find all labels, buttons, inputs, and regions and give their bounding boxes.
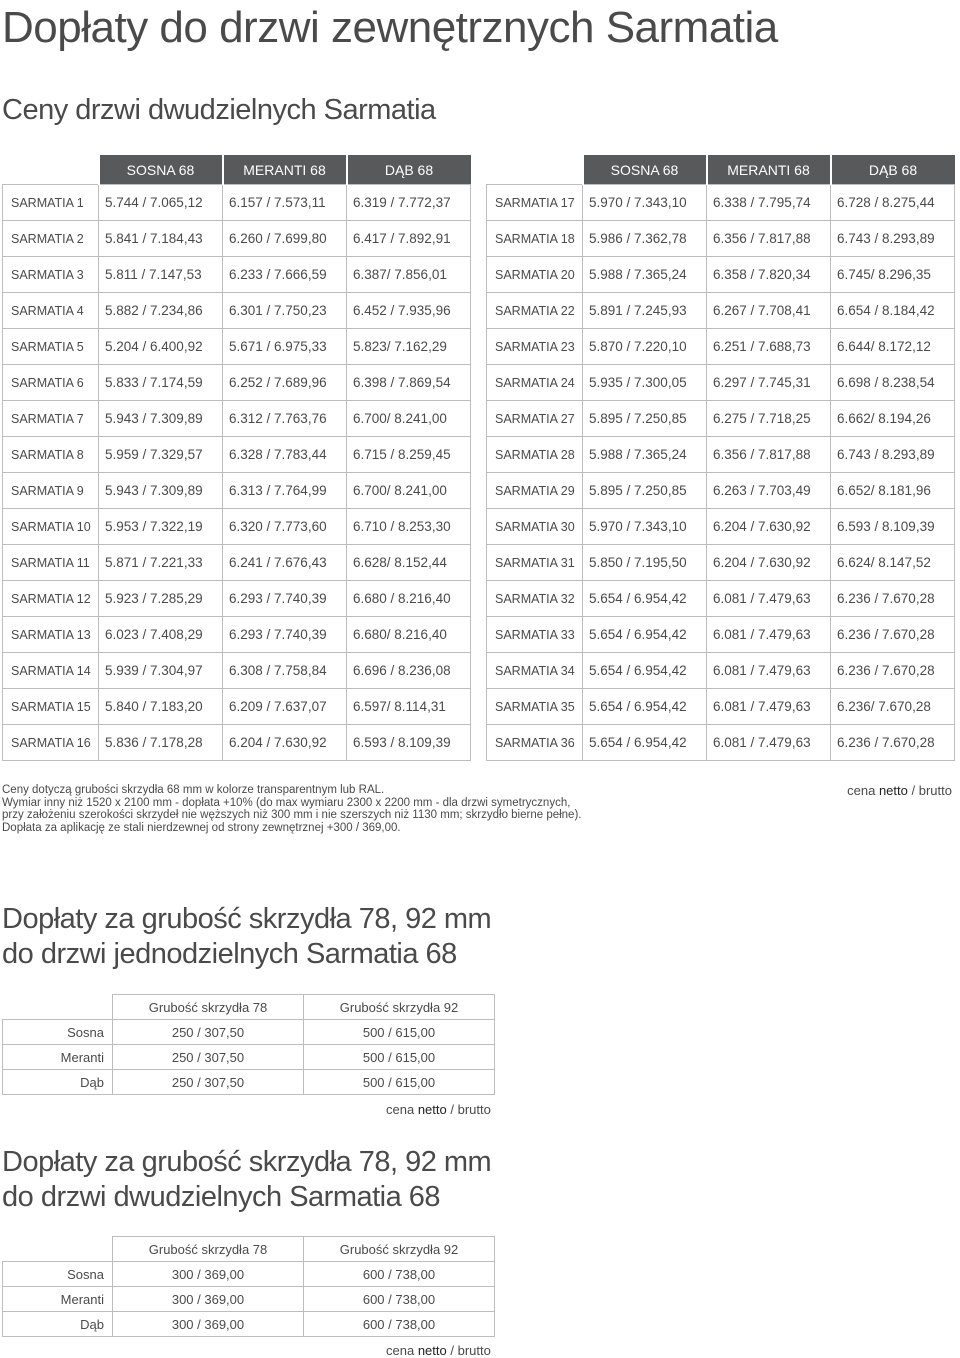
price-meranti: 6.081 / 7.479,63 <box>707 581 831 617</box>
price-meranti: 6.260 / 7.699,80 <box>223 221 347 257</box>
price-78: 300 / 369,00 <box>113 1262 304 1287</box>
model-name: SARMATIA 22 <box>487 293 583 329</box>
price-meranti: 6.081 / 7.479,63 <box>707 689 831 725</box>
model-name: SARMATIA 36 <box>487 725 583 761</box>
price-sosna: 5.988 / 7.365,24 <box>583 437 707 473</box>
table-row <box>487 257 955 293</box>
price-sosna: 5.744 / 7.065,12 <box>99 185 223 221</box>
price-meranti: 6.204 / 7.630,92 <box>223 725 347 761</box>
model-name: SARMATIA 28 <box>487 437 583 473</box>
table-row <box>3 1070 495 1095</box>
price-dab: 6.236 / 7.670,28 <box>831 653 955 689</box>
price-dab: 6.696 / 8.236,08 <box>347 653 471 689</box>
price-dab: 6.593 / 8.109,39 <box>831 509 955 545</box>
col-header-92: Grubość skrzydła 92 <box>304 995 495 1020</box>
note-line: przy założeniu szerokości skrzydeł nie węższych niż 300 mm i nie szerszych niż 1130 mm; skrzydło bierne pełne). <box>2 809 582 821</box>
price-dab: 6.236 / 7.670,28 <box>831 725 955 761</box>
table-row <box>3 1020 495 1045</box>
price-dab: 6.745/ 8.296,35 <box>831 257 955 293</box>
price-sosna: 6.023 / 7.408,29 <box>99 617 223 653</box>
table-row <box>3 329 471 365</box>
model-name: SARMATIA 13 <box>3 617 99 653</box>
price-meranti: 6.275 / 7.718,25 <box>707 401 831 437</box>
price-92: 600 / 738,00 <box>304 1312 495 1337</box>
model-name: SARMATIA 12 <box>3 581 99 617</box>
model-name: SARMATIA 10 <box>3 509 99 545</box>
price-dab: 6.654 / 8.184,42 <box>831 293 955 329</box>
price-meranti: 6.328 / 7.783,44 <box>223 437 347 473</box>
table-row <box>3 509 471 545</box>
price-legend <box>386 1102 491 1117</box>
legend-brutto: brutto <box>457 1102 491 1117</box>
price-dab: 6.715 / 8.259,45 <box>347 437 471 473</box>
table-row <box>487 221 955 257</box>
table-row <box>3 293 471 329</box>
price-dab: 6.593 / 8.109,39 <box>347 725 471 761</box>
addon-table-jednodzielne <box>2 994 495 1095</box>
price-table-right <box>486 155 955 761</box>
addon-table-dwudzielne <box>2 1236 495 1337</box>
col-header-sosna: SOSNA 68 <box>583 155 707 185</box>
price-sosna: 5.959 / 7.329,57 <box>99 437 223 473</box>
price-sosna: 5.923 / 7.285,29 <box>99 581 223 617</box>
price-dab: 6.728 / 8.275,44 <box>831 185 955 221</box>
price-meranti: 6.312 / 7.763,76 <box>223 401 347 437</box>
price-sosna: 5.935 / 7.300,05 <box>583 365 707 401</box>
table-row <box>3 365 471 401</box>
price-meranti: 6.356 / 7.817,88 <box>707 437 831 473</box>
table-row <box>487 437 955 473</box>
price-meranti: 6.204 / 7.630,92 <box>707 545 831 581</box>
price-78: 300 / 369,00 <box>113 1312 304 1337</box>
price-sosna: 5.841 / 7.184,43 <box>99 221 223 257</box>
price-meranti: 6.293 / 7.740,39 <box>223 617 347 653</box>
model-name: SARMATIA 24 <box>487 365 583 401</box>
price-legend <box>847 783 952 798</box>
price-notes <box>2 784 762 834</box>
price-dab: 6.680/ 8.216,40 <box>347 617 471 653</box>
price-dab: 6.398 / 7.869,54 <box>347 365 471 401</box>
table-row <box>3 185 471 221</box>
legend-brutto: brutto <box>918 783 952 798</box>
header-corner <box>487 155 583 185</box>
price-sosna: 5.654 / 6.954,42 <box>583 653 707 689</box>
price-78: 250 / 307,50 <box>113 1020 304 1045</box>
section-title-dwudzielne-68 <box>2 1145 491 1215</box>
price-meranti: 6.301 / 7.750,23 <box>223 293 347 329</box>
price-dab: 6.700/ 8.241,00 <box>347 473 471 509</box>
table-row <box>3 581 471 617</box>
price-92: 600 / 738,00 <box>304 1262 495 1287</box>
table-row <box>3 689 471 725</box>
price-78: 250 / 307,50 <box>113 1045 304 1070</box>
price-meranti: 6.267 / 7.708,41 <box>707 293 831 329</box>
legend-cena: cena <box>386 1343 415 1358</box>
price-sosna: 5.882 / 7.234,86 <box>99 293 223 329</box>
col-header-dab: DĄB 68 <box>831 155 955 185</box>
table-row <box>3 1287 495 1312</box>
price-dab: 6.236 / 7.670,28 <box>831 617 955 653</box>
section-title-line: do drzwi dwudzielnych Sarmatia 68 <box>2 1181 441 1213</box>
legend-netto: netto <box>417 1102 447 1117</box>
price-92: 500 / 615,00 <box>304 1020 495 1045</box>
col-header-92: Grubość skrzydła 92 <box>304 1237 495 1262</box>
legend-separator: / <box>911 783 916 798</box>
price-sosna: 5.654 / 6.954,42 <box>583 725 707 761</box>
price-dab: 6.743 / 8.293,89 <box>831 437 955 473</box>
price-sosna: 5.654 / 6.954,42 <box>583 689 707 725</box>
price-meranti: 6.251 / 7.688,73 <box>707 329 831 365</box>
price-sosna: 5.939 / 7.304,97 <box>99 653 223 689</box>
table-row <box>487 545 955 581</box>
legend-brutto: brutto <box>457 1343 491 1358</box>
model-name: SARMATIA 30 <box>487 509 583 545</box>
model-name: SARMATIA 9 <box>3 473 99 509</box>
model-name: SARMATIA 31 <box>487 545 583 581</box>
model-name: SARMATIA 4 <box>3 293 99 329</box>
table-row <box>3 617 471 653</box>
price-meranti: 6.308 / 7.758,84 <box>223 653 347 689</box>
col-header-78: Grubość skrzydła 78 <box>113 1237 304 1262</box>
wood-type: Sosna <box>3 1262 113 1287</box>
table-row <box>487 365 955 401</box>
legend-netto: netto <box>417 1343 447 1358</box>
price-dab: 6.319 / 7.772,37 <box>347 185 471 221</box>
price-dab: 6.710 / 8.253,30 <box>347 509 471 545</box>
table-row <box>3 1045 495 1070</box>
model-name: SARMATIA 34 <box>487 653 583 689</box>
wood-type: Meranti <box>3 1045 113 1070</box>
price-meranti: 6.297 / 7.745,31 <box>707 365 831 401</box>
price-meranti: 6.313 / 7.764,99 <box>223 473 347 509</box>
price-dab: 6.624/ 8.147,52 <box>831 545 955 581</box>
price-dab: 6.236/ 7.670,28 <box>831 689 955 725</box>
header-corner <box>3 1237 113 1262</box>
wood-type: Dąb <box>3 1312 113 1337</box>
table-row <box>487 653 955 689</box>
table-row <box>3 653 471 689</box>
price-sosna: 5.654 / 6.954,42 <box>583 617 707 653</box>
model-name: SARMATIA 18 <box>487 221 583 257</box>
price-meranti: 6.081 / 7.479,63 <box>707 725 831 761</box>
price-sosna: 5.204 / 6.400,92 <box>99 329 223 365</box>
model-name: SARMATIA 1 <box>3 185 99 221</box>
model-name: SARMATIA 27 <box>487 401 583 437</box>
model-name: SARMATIA 20 <box>487 257 583 293</box>
model-name: SARMATIA 16 <box>3 725 99 761</box>
table-row <box>487 689 955 725</box>
price-meranti: 6.356 / 7.817,88 <box>707 221 831 257</box>
price-sosna: 5.970 / 7.343,10 <box>583 185 707 221</box>
price-sosna: 5.870 / 7.220,10 <box>583 329 707 365</box>
price-meranti: 6.081 / 7.479,63 <box>707 653 831 689</box>
page-title: Dopłaty do drzwi zewnętrznych Sarmatia <box>2 3 778 52</box>
table-row <box>487 725 955 761</box>
model-name: SARMATIA 33 <box>487 617 583 653</box>
legend-netto: netto <box>878 783 908 798</box>
price-dab: 6.628/ 8.152,44 <box>347 545 471 581</box>
model-name: SARMATIA 7 <box>3 401 99 437</box>
table-row <box>3 1312 495 1337</box>
model-name: SARMATIA 29 <box>487 473 583 509</box>
table-row <box>3 221 471 257</box>
note-line: Wymiar inny niż 1520 x 2100 mm - dopłata +10% (do max wymiaru 2300 x 2200 mm - dla drzwi symetrycznych, <box>2 796 571 809</box>
price-sosna: 5.943 / 7.309,89 <box>99 401 223 437</box>
col-header-78: Grubość skrzydła 78 <box>113 995 304 1020</box>
price-sosna: 5.840 / 7.183,20 <box>99 689 223 725</box>
section-title-line: do drzwi jednodzielnych Sarmatia 68 <box>2 938 457 970</box>
table-row <box>487 581 955 617</box>
price-dab: 6.597/ 8.114,31 <box>347 689 471 725</box>
price-meranti: 6.338 / 7.795,74 <box>707 185 831 221</box>
price-dab: 6.387/ 7.856,01 <box>347 257 471 293</box>
price-sosna: 5.895 / 7.250,85 <box>583 473 707 509</box>
price-sosna: 5.988 / 7.365,24 <box>583 257 707 293</box>
col-header-meranti: MERANTI 68 <box>223 155 347 185</box>
model-name: SARMATIA 23 <box>487 329 583 365</box>
model-name: SARMATIA 32 <box>487 581 583 617</box>
price-meranti: 6.209 / 7.637,07 <box>223 689 347 725</box>
legend-cena: cena <box>386 1102 415 1117</box>
price-sosna: 5.850 / 7.195,50 <box>583 545 707 581</box>
price-dab: 6.652/ 8.181,96 <box>831 473 955 509</box>
price-sosna: 5.833 / 7.174,59 <box>99 365 223 401</box>
model-name: SARMATIA 15 <box>3 689 99 725</box>
table-row <box>487 401 955 437</box>
price-meranti: 6.320 / 7.773,60 <box>223 509 347 545</box>
model-name: SARMATIA 35 <box>487 689 583 725</box>
price-meranti: 6.241 / 7.676,43 <box>223 545 347 581</box>
table-row <box>3 545 471 581</box>
wood-type: Sosna <box>3 1020 113 1045</box>
price-sosna: 5.986 / 7.362,78 <box>583 221 707 257</box>
note-line: Ceny dotyczą grubości skrzydła 68 mm w kolorze transparentnym lub RAL. <box>2 784 385 796</box>
col-header-meranti: MERANTI 68 <box>707 155 831 185</box>
section-title-line: Dopłaty za grubość skrzydła 78, 92 mm <box>2 903 492 935</box>
price-meranti: 6.252 / 7.689,96 <box>223 365 347 401</box>
price-meranti: 6.263 / 7.703,49 <box>707 473 831 509</box>
model-name: SARMATIA 3 <box>3 257 99 293</box>
model-name: SARMATIA 11 <box>3 545 99 581</box>
price-meranti: 6.157 / 7.573,11 <box>223 185 347 221</box>
header-corner <box>3 995 113 1020</box>
table-row <box>487 185 955 221</box>
header-corner <box>3 155 99 185</box>
table-row <box>487 617 955 653</box>
model-name: SARMATIA 14 <box>3 653 99 689</box>
table-row <box>3 257 471 293</box>
price-meranti: 6.081 / 7.479,63 <box>707 617 831 653</box>
price-dab: 6.644/ 8.172,12 <box>831 329 955 365</box>
col-header-sosna: SOSNA 68 <box>99 155 223 185</box>
legend-separator: / <box>450 1343 454 1358</box>
price-dab: 6.698 / 8.238,54 <box>831 365 955 401</box>
price-dab: 6.452 / 7.935,96 <box>347 293 471 329</box>
price-sosna: 5.871 / 7.221,33 <box>99 545 223 581</box>
price-dab: 5.823/ 7.162,29 <box>347 329 471 365</box>
table-row <box>487 329 955 365</box>
wood-type: Meranti <box>3 1287 113 1312</box>
table-row <box>487 293 955 329</box>
price-legend <box>386 1343 491 1358</box>
legend-cena: cena <box>847 783 876 798</box>
price-meranti: 6.233 / 7.666,59 <box>223 257 347 293</box>
price-sosna: 5.895 / 7.250,85 <box>583 401 707 437</box>
note-line: Dopłata za aplikację ze stali nierdzewnej od strony zewnętrznej +300 / 369,00. <box>2 821 401 834</box>
price-92: 500 / 615,00 <box>304 1045 495 1070</box>
price-sosna: 5.953 / 7.322,19 <box>99 509 223 545</box>
price-78: 300 / 369,00 <box>113 1287 304 1312</box>
price-table-left <box>2 155 471 761</box>
price-dab: 6.417 / 7.892,91 <box>347 221 471 257</box>
price-dab: 6.700/ 8.241,00 <box>347 401 471 437</box>
price-sosna: 5.943 / 7.309,89 <box>99 473 223 509</box>
price-meranti: 6.293 / 7.740,39 <box>223 581 347 617</box>
price-dab: 6.743 / 8.293,89 <box>831 221 955 257</box>
price-92: 600 / 738,00 <box>304 1287 495 1312</box>
section-title-line: Dopłaty za grubość skrzydła 78, 92 mm <box>2 1146 492 1178</box>
model-name: SARMATIA 8 <box>3 437 99 473</box>
price-dab: 6.662/ 8.194,26 <box>831 401 955 437</box>
price-sosna: 5.836 / 7.178,28 <box>99 725 223 761</box>
model-name: SARMATIA 5 <box>3 329 99 365</box>
table-row <box>3 1262 495 1287</box>
wood-type: Dąb <box>3 1070 113 1095</box>
price-sosna: 5.811 / 7.147,53 <box>99 257 223 293</box>
table-row <box>487 473 955 509</box>
price-dab: 6.680 / 8.216,40 <box>347 581 471 617</box>
price-meranti: 5.671 / 6.975,33 <box>223 329 347 365</box>
section-title-dwudzielne: Ceny drzwi dwudzielnych Sarmatia <box>2 94 436 126</box>
col-header-dab: DĄB 68 <box>347 155 471 185</box>
price-sosna: 5.970 / 7.343,10 <box>583 509 707 545</box>
table-row <box>487 509 955 545</box>
price-sosna: 5.654 / 6.954,42 <box>583 581 707 617</box>
price-sosna: 5.891 / 7.245,93 <box>583 293 707 329</box>
price-dab: 6.236 / 7.670,28 <box>831 581 955 617</box>
table-row <box>3 473 471 509</box>
legend-separator: / <box>450 1102 454 1117</box>
model-name: SARMATIA 17 <box>487 185 583 221</box>
table-row <box>3 437 471 473</box>
section-title-jednodzielne <box>2 902 491 972</box>
table-row <box>3 401 471 437</box>
price-meranti: 6.358 / 7.820,34 <box>707 257 831 293</box>
price-78: 250 / 307,50 <box>113 1070 304 1095</box>
table-row <box>3 725 471 761</box>
price-meranti: 6.204 / 7.630,92 <box>707 509 831 545</box>
price-92: 500 / 615,00 <box>304 1070 495 1095</box>
model-name: SARMATIA 2 <box>3 221 99 257</box>
model-name: SARMATIA 6 <box>3 365 99 401</box>
